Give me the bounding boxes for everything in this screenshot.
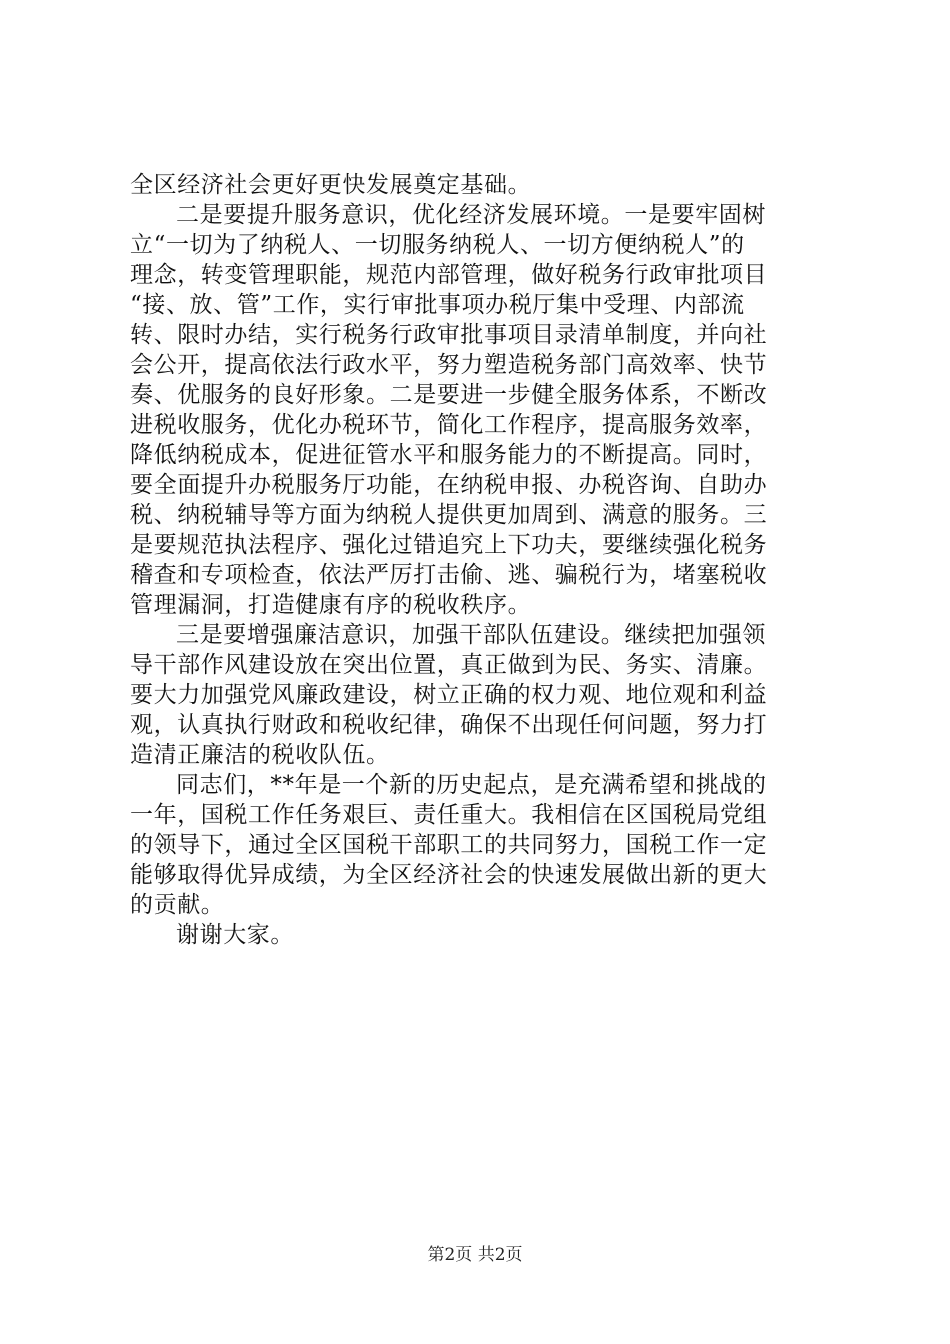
body-line: 造清正廉洁的税收队伍。 xyxy=(130,742,390,768)
body-line: 是要规范执法程序、强化过错追究上下功夫，要继续强化税务 xyxy=(130,532,768,558)
body-line: 的贡献。 xyxy=(130,892,225,918)
body-line: 要大力加强党风廉政建设，树立正确的权力观、地位观和利益 xyxy=(130,682,768,708)
body-line: 会公开，提高依法行政水平，努力塑造税务部门高效率、快节 xyxy=(130,352,768,378)
document-body xyxy=(130,170,835,950)
body-line: 进税收服务，优化办税环节，简化工作程序，提高服务效率， xyxy=(130,412,768,438)
body-line: 的领导下，通过全区国税干部职工的共同努力，国税工作一定 xyxy=(130,832,768,858)
body-line: 能够取得优异成绩，为全区经济社会的快速发展做出新的更大 xyxy=(130,862,768,888)
body-line: 全区经济社会更好更快发展奠定基础。 xyxy=(130,172,532,198)
body-line: 转、限时办结，实行税务行政审批事项目录清单制度，并向社 xyxy=(130,322,768,348)
paragraph-start-line: 三是要增强廉洁意识，加强干部队伍建设。继续把加强领 xyxy=(176,622,766,648)
body-line: “接、放、管”工作，实行审批事项办税厅集中受理、内部流 xyxy=(130,292,745,318)
body-line: 一年，国税工作任务艰巨、责任重大。我相信在区国税局党组 xyxy=(130,802,768,828)
closing-line: 谢谢大家。 xyxy=(176,922,294,948)
body-line: 要全面提升办税服务厅功能，在纳税申报、办税咨询、自助办 xyxy=(130,472,768,498)
page-footer: 第2页 共2页 xyxy=(427,1245,523,1265)
body-line: 奏、优服务的良好形象。二是要进一步健全服务体系，不断改 xyxy=(130,382,768,408)
body-line: 税、纳税辅导等方面为纳税人提供更加周到、满意的服务。三 xyxy=(130,502,768,528)
body-line: 降低纳税成本，促进征管水平和服务能力的不断提高。同时， xyxy=(130,442,768,468)
paragraph-start-line: 同志们，**年是一个新的历史起点，是充满希望和挑战的 xyxy=(176,772,767,798)
body-line: 理念，转变管理职能，规范内部管理，做好税务行政审批项目 xyxy=(130,262,768,288)
body-line: 稽查和专项检查，依法严厉打击偷、逃、骗税行为，堵塞税收 xyxy=(130,562,768,588)
body-line: 导干部作风建设放在突出位置，真正做到为民、务实、清廉。 xyxy=(130,652,768,678)
paragraph-start-line: 二是要提升服务意识，优化经济发展环境。一是要牢固树 xyxy=(176,202,766,228)
body-line: 观，认真执行财政和税收纪律，确保不出现任何问题，努力打 xyxy=(130,712,768,738)
body-line: 管理漏洞，打造健康有序的税收秩序。 xyxy=(130,592,532,618)
body-line: 立“一切为了纳税人、一切服务纳税人、一切方便纳税人”的 xyxy=(130,232,745,258)
